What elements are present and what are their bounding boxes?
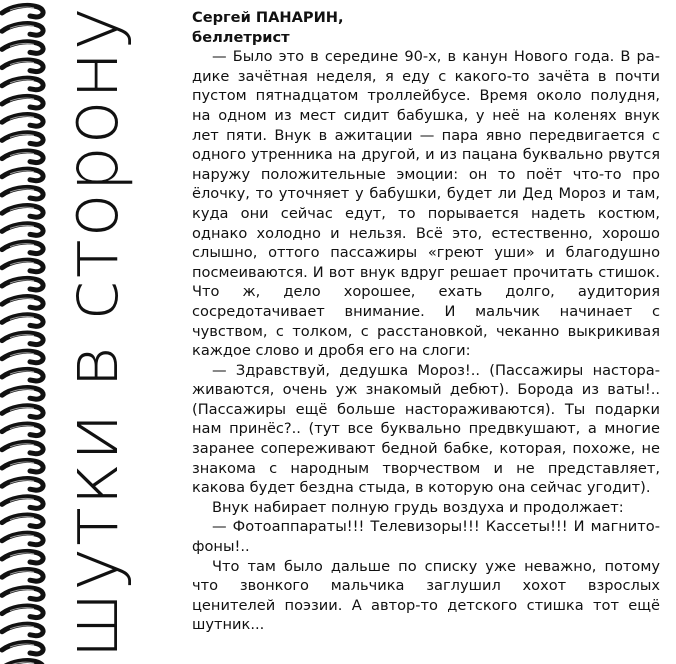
paragraph-5: Что там было дальше по списку уже неважно, потому что звонкого мальчика заглушил хохот взрослых ценителей поэзии. А автор-то детского стишка тот ещё шутник... (192, 557, 660, 634)
article-body (192, 8, 660, 635)
author-role: беллетрист (192, 28, 290, 46)
paragraph-4: — Фотоаппараты!!! Телевизоры!!! Кассеты!!! И магнитофоны!.. (192, 518, 660, 556)
paragraph-3: Внук набирает полную грудь воздуха и продолжает: (212, 498, 624, 516)
paragraph-1: — Было это в середине 90-х, в канун Нового года. В радике зачётная неделя, я еду с какого-то зачёта в почти пустом пятнадцатом троллейбусе. Время около полудня, на одном из мест сидит бабушка, у неё на коленях внук лет пяти. Внук в ажитации — пара явно передвигается с одного утренника на другой, и из пацана буквально рвутся наружу положительные эмоции: он то поёт что-то про ёлочку, то уточняет у бабушки, будет ли Дед Мороз и там, куда они сейчас едут, то порывается надеть костюм, однако холодно и нельзя. Всё это, естественно, хорошо слышно, оттого пассажиры «греют уши» и благодушно посмеиваются. И вот внук вдруг решает прочитать стишок. Что ж, дело хорошее, ехать долго, аудитория сосредотачивает внимание. И мальчик начинает с чувством, с толком, с расстановкой, чеканно выкрикивая каждое слово и дробя его на слоги: (192, 48, 660, 360)
paragraph-2: — Здравствуй, дедушка Мороз!.. (Пассажиры настораживаются, очень уж знакомый дебют). Борода из ваты!.. (Пассажиры ещё больше настораживаются). Ты подарки нам принёс?.. (тут все буквально предвкушают, а многие заранее сопереживают бедной бабке, которая, похоже, не знакома с народным творчеством и не представляет, какова будет бездна стыда, в которую она сейчас угодит). (192, 361, 660, 497)
author-name: Сергей ПАНАРИН, (192, 9, 344, 26)
vertical-section-title (22, 0, 162, 664)
section-title-text: шутки в сторону (49, 5, 135, 659)
